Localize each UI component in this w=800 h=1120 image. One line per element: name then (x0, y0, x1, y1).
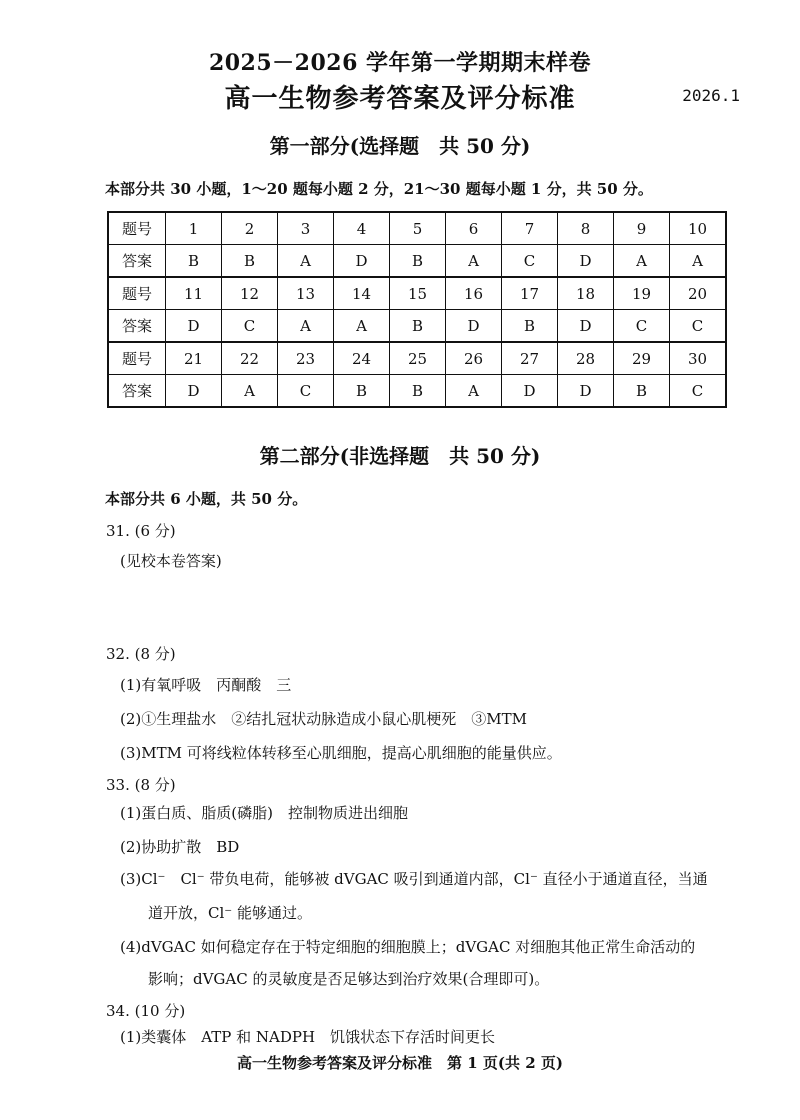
document-title: 高一生物参考答案及评分标准 (224, 84, 576, 114)
number-cell: 9 (614, 212, 670, 245)
answer-cell: A (670, 245, 727, 278)
number-cell: 15 (390, 277, 446, 310)
number-cell: 21 (166, 342, 222, 375)
answer-row-label: 答案 (108, 245, 166, 278)
answer-cell: B (166, 245, 222, 278)
part2-intro: 本部分共 6 小题，共 50 分。 (105, 490, 308, 508)
number-cell: 25 (390, 342, 446, 375)
date-label: 2026.1 (682, 86, 740, 105)
number-cell: 12 (222, 277, 278, 310)
number-cell: 20 (670, 277, 727, 310)
table-row (108, 245, 726, 278)
number-cell: 18 (558, 277, 614, 310)
number-cell: 14 (334, 277, 390, 310)
page-footer: 高一生物参考答案及评分标准 第 1 页(共 2 页) (237, 1054, 563, 1072)
answer-cell: C (502, 245, 558, 278)
number-cell: 5 (390, 212, 446, 245)
number-cell: 29 (614, 342, 670, 375)
number-cell: 17 (502, 277, 558, 310)
question-34-answer-1: (1)类囊体 ATP 和 NADPH 饥饿状态下存活时间更长 (120, 1028, 496, 1046)
answer-cell: A (222, 375, 278, 408)
answer-row-label: 答案 (108, 375, 166, 408)
answer-cell: C (278, 375, 334, 408)
answer-table (107, 211, 727, 408)
answer-cell: A (446, 245, 502, 278)
number-cell: 16 (446, 277, 502, 310)
answer-cell: D (166, 375, 222, 408)
number-cell: 26 (446, 342, 502, 375)
answer-cell: D (558, 375, 614, 408)
number-row-label: 题号 (108, 277, 166, 310)
answer-cell: D (502, 375, 558, 408)
question-33-answer-3-continued: 道开放，Cl⁻ 能够通过。 (148, 904, 312, 922)
number-cell: 6 (446, 212, 502, 245)
answer-cell: B (390, 310, 446, 343)
question-31-answer: (见校本卷答案) (120, 552, 222, 570)
answer-cell: B (502, 310, 558, 343)
number-cell: 27 (502, 342, 558, 375)
part1-intro: 本部分共 30 小题，1～20 题每小题 2 分，21～30 题每小题 1 分，共 50 分。 (105, 180, 653, 198)
number-cell: 19 (614, 277, 670, 310)
number-cell: 7 (502, 212, 558, 245)
answer-cell: C (614, 310, 670, 343)
question-33-answer-4: (4)dVGAC 如何稳定存在于特定细胞的细胞膜上；dVGAC 对细胞其他正常生命活动的 (120, 938, 696, 956)
answer-cell: D (446, 310, 502, 343)
number-cell: 22 (222, 342, 278, 375)
number-cell: 11 (166, 277, 222, 310)
question-33-heading: 33. (8 分) (106, 776, 176, 794)
question-31-heading: 31. (6 分) (106, 522, 176, 540)
number-cell: 24 (334, 342, 390, 375)
answer-cell: D (166, 310, 222, 343)
answer-cell: C (222, 310, 278, 343)
number-cell: 3 (278, 212, 334, 245)
number-row-label: 题号 (108, 342, 166, 375)
number-cell: 23 (278, 342, 334, 375)
answer-cell: B (390, 375, 446, 408)
answer-cell: C (670, 310, 727, 343)
question-32-answer-3: (3)MTM 可将线粒体转移至心肌细胞，提高心肌细胞的能量供应。 (120, 744, 562, 762)
number-cell: 1 (166, 212, 222, 245)
number-cell: 10 (670, 212, 727, 245)
answer-cell: B (222, 245, 278, 278)
answer-cell: A (334, 310, 390, 343)
number-row-label: 题号 (108, 212, 166, 245)
question-33-answer-3: (3)Cl⁻ Cl⁻ 带负电荷，能够被 dVGAC 吸引到通道内部，Cl⁻ 直径小于通道直径，当通 (120, 870, 708, 888)
table-row (108, 277, 726, 310)
table-row (108, 375, 726, 408)
part2-title: 第二部分(非选择题 共 50 分) (259, 444, 541, 468)
answer-cell: D (558, 245, 614, 278)
question-32-heading: 32. (8 分) (106, 645, 176, 663)
answer-cell: B (334, 375, 390, 408)
table-row (108, 212, 726, 245)
table-row (108, 342, 726, 375)
answer-row-label: 答案 (108, 310, 166, 343)
answer-cell: B (614, 375, 670, 408)
number-cell: 28 (558, 342, 614, 375)
number-cell: 4 (334, 212, 390, 245)
answer-cell: A (278, 245, 334, 278)
question-33-answer-4-continued: 影响；dVGAC 的灵敏度是否足够达到治疗效果(合理即可)。 (148, 970, 550, 988)
answer-cell: D (334, 245, 390, 278)
question-34-heading: 34. (10 分) (106, 1002, 186, 1020)
answer-cell: D (558, 310, 614, 343)
part1-title: 第一部分(选择题 共 50 分) (269, 134, 531, 158)
number-cell: 30 (670, 342, 727, 375)
answer-cell: B (390, 245, 446, 278)
answer-cell: A (614, 245, 670, 278)
answer-cell: A (278, 310, 334, 343)
answer-cell: A (446, 375, 502, 408)
answer-cell: C (670, 375, 727, 408)
number-cell: 2 (222, 212, 278, 245)
question-33-answer-1: (1)蛋白质、脂质(磷脂) 控制物质进出细胞 (120, 804, 408, 822)
table-row (108, 310, 726, 343)
question-33-answer-2: (2)协助扩散 BD (120, 838, 240, 856)
exam-title: 2025－2026 学年第一学期期末样卷 (208, 50, 592, 76)
number-cell: 8 (558, 212, 614, 245)
question-32-answer-2: (2)①生理盐水 ②结扎冠状动脉造成小鼠心肌梗死 ③MTM (120, 710, 527, 728)
question-32-answer-1: (1)有氧呼吸 丙酮酸 三 (120, 676, 292, 694)
number-cell: 13 (278, 277, 334, 310)
